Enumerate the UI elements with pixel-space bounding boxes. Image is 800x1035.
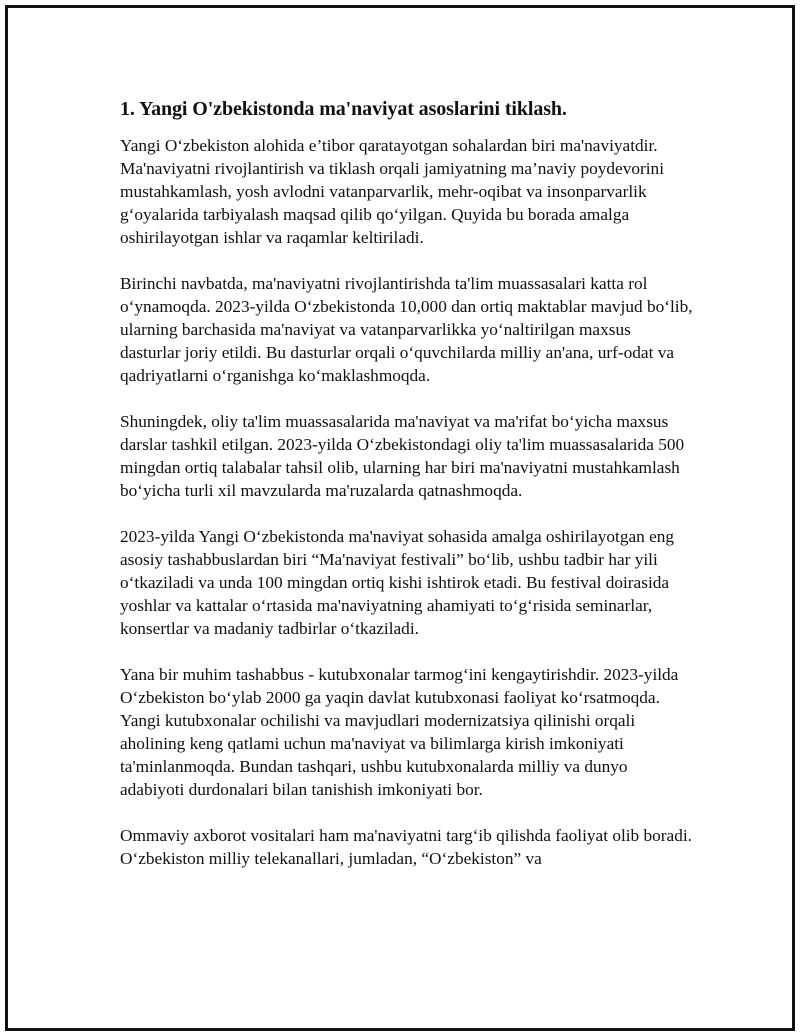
paragraph-libraries: Yana bir muhim tashabbus - kutubxonalar tarmog‘ini kengaytirishdir. 2023-yilda O‘zbekiston bo‘ylab 2000 ga yaqin davlat kutubxonasi faoliyat ko‘rsatmoqda. Yangi kutubxonalar ochilishi va mavjudlari modernizatsiya qilinishi orqali aholining keng qatlami uchun ma'naviyat va bilimlarga kirish imkoniyati ta'minlanmoqda. Bundan tashqari, ushbu kutubxonalarda milliy va dunyo adabiyoti durdonalari bilan tanishish imkoniyati bor. [120,665,679,799]
document-page [5,5,795,1031]
paragraph-intro: Yangi O‘zbekiston alohida e’tibor qaratayotgan sohalardan biri ma'naviyatdir. Ma'naviyatni rivojlantirish va tiklash orqali jamiyatning ma’naviy poydevorini mustahkamlash, yosh avlodni vatanparvarlik, mehr-oqibat va insonparvarlik g‘oyalarida tarbiyalash maqsad qilib qo‘yilgan. Quyida bu borada amalga oshirilayotgan ishlar va raqamlar keltiriladi. [120,136,664,247]
document-body [120,96,695,893]
paragraph-festival: 2023-yilda Yangi O‘zbekistonda ma'naviyat sohasida amalga oshirilayotgan eng asosiy tashabbuslardan biri “Ma'naviyat festivali” bo‘lib, ushbu tadbir har yili o‘tkaziladi va unda 100 mingdan ortiq kishi ishtirok etadi. Bu festival doirasida yoshlar va kattalar o‘rtasida ma'naviyatning ahamiyati to‘g‘risida seminarlar, konsertlar va madaniy tadbirlar o‘tkaziladi. [120,527,675,638]
paragraph-media: Ommaviy axborot vositalari ham ma'naviyatni targ‘ib qilishda faoliyat olib boradi. O‘zbekiston milliy telekanallari, jumladan, “O‘zbekiston” va [120,826,692,868]
paragraph-schools: Birinchi navbatda, ma'naviyatni rivojlantirishda ta'lim muassasalari katta rol o‘ynamoqda. 2023-yilda O‘zbekistonda 10,000 dan ortiq maktablar mavjud bo‘lib, ularning barchasida ma'naviyat va vatanparvarlikka yo‘naltirilgan maxsus dasturlar joriy etildi. Bu dasturlar orqali o‘quvchilarda milliy an'ana, urf-odat va qadriyatlarni o‘rganishga ko‘maklashmoqda. [120,274,693,385]
paragraph-higher-education: Shuningdek, oliy ta'lim muassasalarida ma'naviyat va ma'rifat bo‘yicha maxsus darslar tashkil etilgan. 2023-yilda O‘zbekistondagi oliy ta'lim muassasalarida 500 mingdan ortiq talabalar tahsil olib, ularning har biri ma'naviyatni mustahkamlash bo‘yicha turli xil mavzularda ma'ruzalarda qatnashmoqda. [120,412,685,500]
section-heading: 1. Yangi O'zbekistonda ma'naviyat asoslarini tiklash. [120,98,567,120]
